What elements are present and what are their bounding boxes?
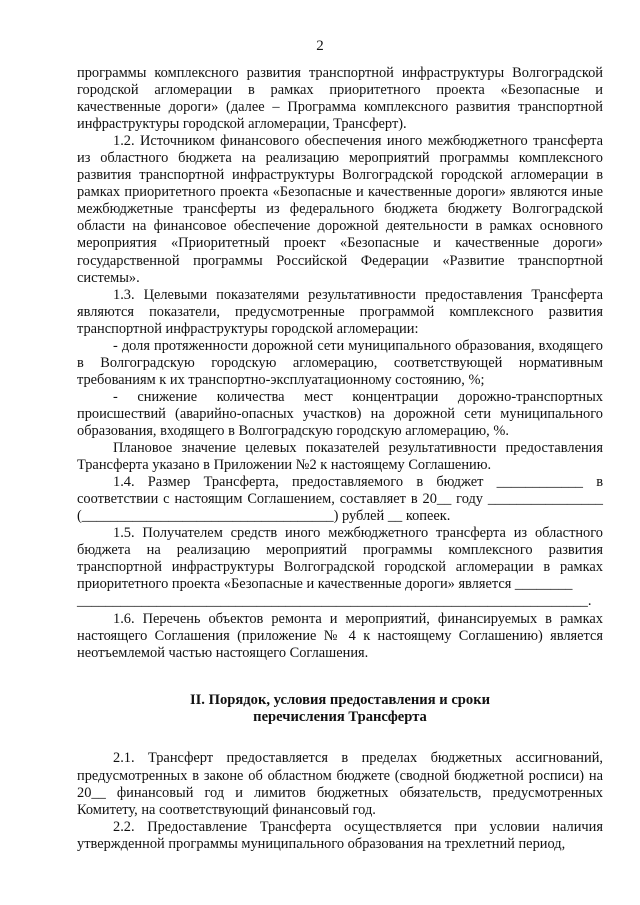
- paragraph-intro-continued: программы комплексного развития транспортной инфраструктуры Волгоградской городской агломерации в рамках приоритетного проекта «Безопасные и качественные дороги» (далее – Программа комплексного развития транспортной инфраструктуры городской агломерации, Трансферт).: [77, 65, 603, 133]
- document-body: [77, 65, 603, 853]
- paragraph-1-5: 1.5. Получателем средств иного межбюджетного трансферта из областного бюджета на реализацию мероприятий программы комплексного развития транспортной инфраструктуры Волгоградской городской агломерации в рамках приоритетного проекта «Безопасные и качественные дороги» является ________: [77, 525, 603, 593]
- paragraph-1-3: 1.3. Целевыми показателями результативности предоставления Трансферта являются показатели, предусмотренные программой комплексного развития транспортной инфраструктуры городской агломерации:: [77, 286, 603, 337]
- paragraph-1-4: 1.4. Размер Трансферта, предоставляемого в бюджет ____________ в соответствии с настоящим Соглашением, составляет в 20__ году ________________ (___________________________________) рублей __ копеек.: [77, 474, 603, 525]
- list-item-road-share: - доля протяженности дорожной сети муниципального образования, входящего в Волгоградскую городскую агломерацию, соответствующей нормативным требованиям к их транспортно-эксплуатационному состоянию, %;: [77, 337, 603, 388]
- section-heading: [77, 692, 603, 727]
- paragraph-1-6: 1.6. Перечень объектов ремонта и мероприятий, финансируемых в рамках настоящего Соглашения (приложение № 4 к настоящему Соглашению) является неотъемлемой частью настоящего Соглашения.: [77, 610, 603, 661]
- paragraph-1-5-blank-line: _______________________________________________________________________.: [77, 593, 592, 610]
- paragraph-planned-values: Плановое значение целевых показателей результативности предоставления Трансферта указано в Приложении №2 к настоящему Соглашению.: [77, 440, 603, 474]
- section-heading-line-1: II. Порядок, условия предоставления и сроки: [189, 691, 491, 708]
- list-item-accident-spots: - снижение количества мест концентрации дорожно-транспортных происшествий (аварийно-опасных участков) на дорожной сети муниципального образования, входящего в Волгоградскую городскую агломерацию, %.: [77, 388, 603, 439]
- paragraph-1-2: 1.2. Источником финансового обеспечения иного межбюджетного трансферта из областного бюджета на реализацию мероприятий программы комплексного развития транспортной инфраструктуры Волгоградской городской агломерации в рамках приоритетного проекта «Безопасные и качественные дороги» являются иные межбюджетные трансферты из федерального бюджета бюджету Волгоградской области на финансовое обеспечение дорожной деятельности в рамках основного мероприятия «Приоритетный проект «Безопасные и качественные дороги» государственной программы Российской Федерации «Развитие транспортной системы».: [77, 133, 603, 286]
- paragraph-2-2: 2.2. Предоставление Трансферта осуществляется при условии наличия утвержденной программы муниципального образования на трехлетний период,: [77, 818, 603, 852]
- section-heading-line-2: перечисления Трансферта: [253, 709, 427, 726]
- paragraph-2-1: 2.1. Трансферт предоставляется в пределах бюджетных ассигнований, предусмотренных в законе об областном бюджете (сводной бюджетной росписи) на 20__ финансовый год и лимитов бюджетных обязательств, предусмотренных Комитету, на соответствующий финансовый год.: [77, 750, 603, 818]
- page-number: 2: [316, 38, 324, 54]
